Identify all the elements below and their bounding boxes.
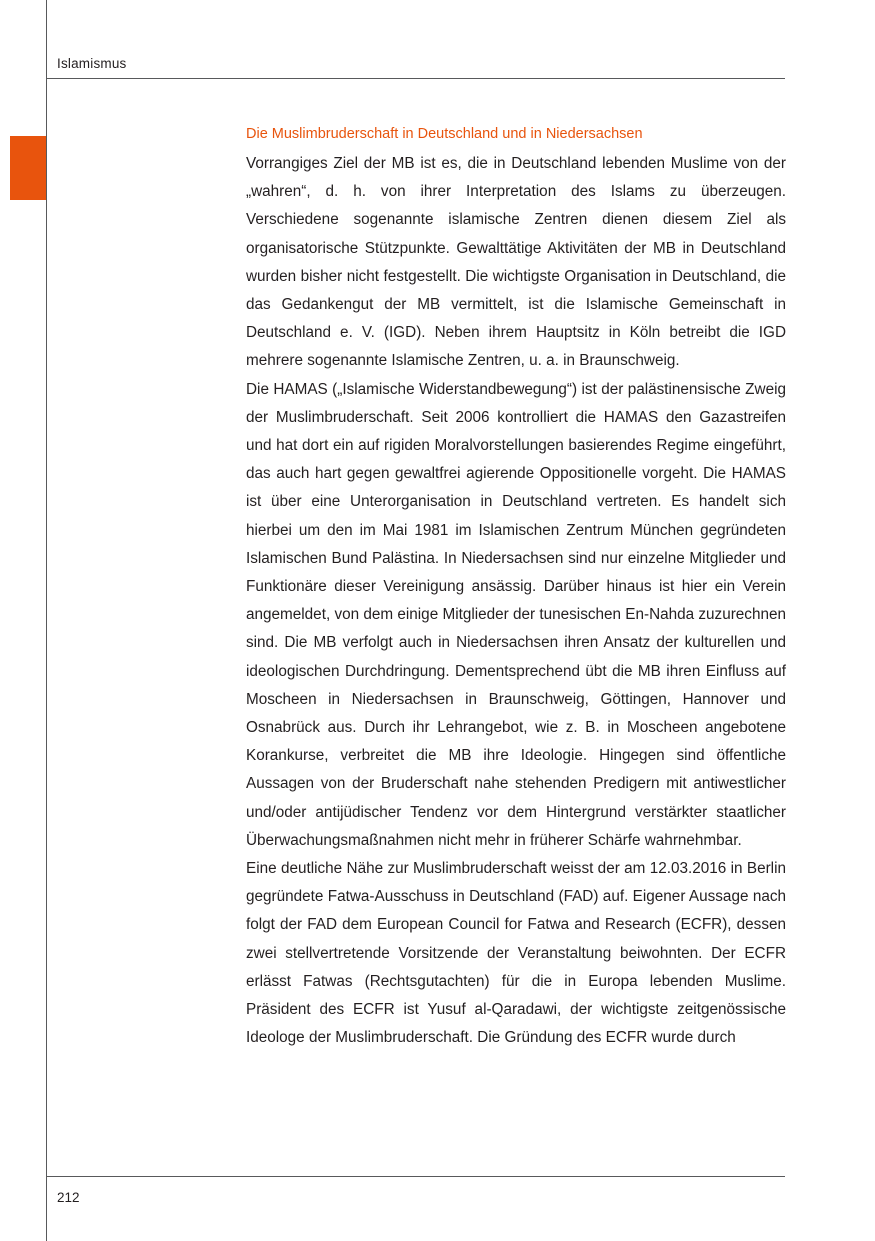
running-head: Islamismus bbox=[57, 56, 127, 71]
left-margin-rule bbox=[46, 0, 47, 1241]
page-number: 212 bbox=[57, 1190, 80, 1205]
body-paragraph: Die HAMAS („Islamische Widerstandbewegung“) ist der palästinensische Zweig der Muslimbruderschaft. Seit 2006 kontrolliert die HAMAS den Gazastreifen und hat dort ein auf rigiden Moralvorstellungen basierendes Regime eingeführt, das auch hart gegen gewaltfrei agierende Oppositionelle vorgeht. Die HAMAS ist über eine Unterorganisation in Deutschland vertreten. Es handelt sich hierbei um den im Mai 1981 im Islamischen Zentrum München gegründeten Islamischen Bund Palästina. In Niedersachsen sind nur einzelne Mitglieder und Funktionäre dieser Vereinigung ansässig. Darüber hinaus ist hier ein Verein angemeldet, von dem einige Mitglieder der tunesischen En-Nahda zuzurechnen sind. Die MB verfolgt auch in Niedersachsen ihren Ansatz der kulturellen und ideologischen Durchdringung. Dementsprechend übt die MB ihren Einfluss auf Moscheen in Niedersachsen in Braunschweig, Göttingen, Hannover und Osnabrück aus. Durch ihr Lehrangebot, wie z. B. in Moscheen angebotene Korankurse, verbreitet die MB ihre Ideologie. Hingegen sind öffentliche Aussagen von der Bruderschaft nahe stehenden Predigern mit antiwestlicher und/oder antijüdischer Tendenz vor dem Hintergrund verstärkter staatlicher Überwachungsmaßnahmen nicht mehr in früherer Schärfe wahrnehmbar. bbox=[246, 380, 786, 849]
chapter-edge-marker bbox=[10, 136, 46, 200]
body-paragraph: Vorrangiges Ziel der MB ist es, die in Deutschland lebenden Muslime von der „wahren“, d. h. von ihrer Interpretation des Islams zu überzeugen. Verschiedene sogenannte islamische Zentren dienen diesem Ziel als organisatorische Stützpunkte. Gewalttätige Aktivitäten der MB in Deutschland wurden bisher nicht festgestellt. Die wichtigste Organisation in Deutschland, die das Gedankengut der MB vermittelt, ist die Islamische Gemeinschaft in Deutschland e. V. (IGD). Neben ihrem Hauptsitz in Köln betreibt die IGD mehrere sogenannte Islamische Zentren, u. a. in Braunschweig. bbox=[246, 155, 786, 370]
header-rule bbox=[46, 78, 785, 79]
text-column bbox=[246, 124, 786, 1053]
section-heading: Die Muslimbruderschaft in Deutschland und in Niedersachsen bbox=[246, 126, 643, 142]
body-paragraph: Eine deutliche Nähe zur Muslimbruderschaft weisst der am 12.03.2016 in Berlin gegründete Fatwa-Ausschuss in Deutschland (FAD) auf. Eigener Aussage nach folgt der FAD dem European Council for Fatwa and Research (ECFR), dessen zwei stellvertretende Vorsitzende der Veranstaltung beiwohnten. Der ECFR erlässt Fatwas (Rechtsgutachten) für die in Europa lebenden Muslime. Präsident des ECFR ist Yusuf al-Qaradawi, der wichtigste zeitgenössische Ideologe der Muslimbruderschaft. Die Gründung des ECFR wurde durch bbox=[246, 860, 786, 1047]
footer-rule bbox=[46, 1176, 785, 1177]
